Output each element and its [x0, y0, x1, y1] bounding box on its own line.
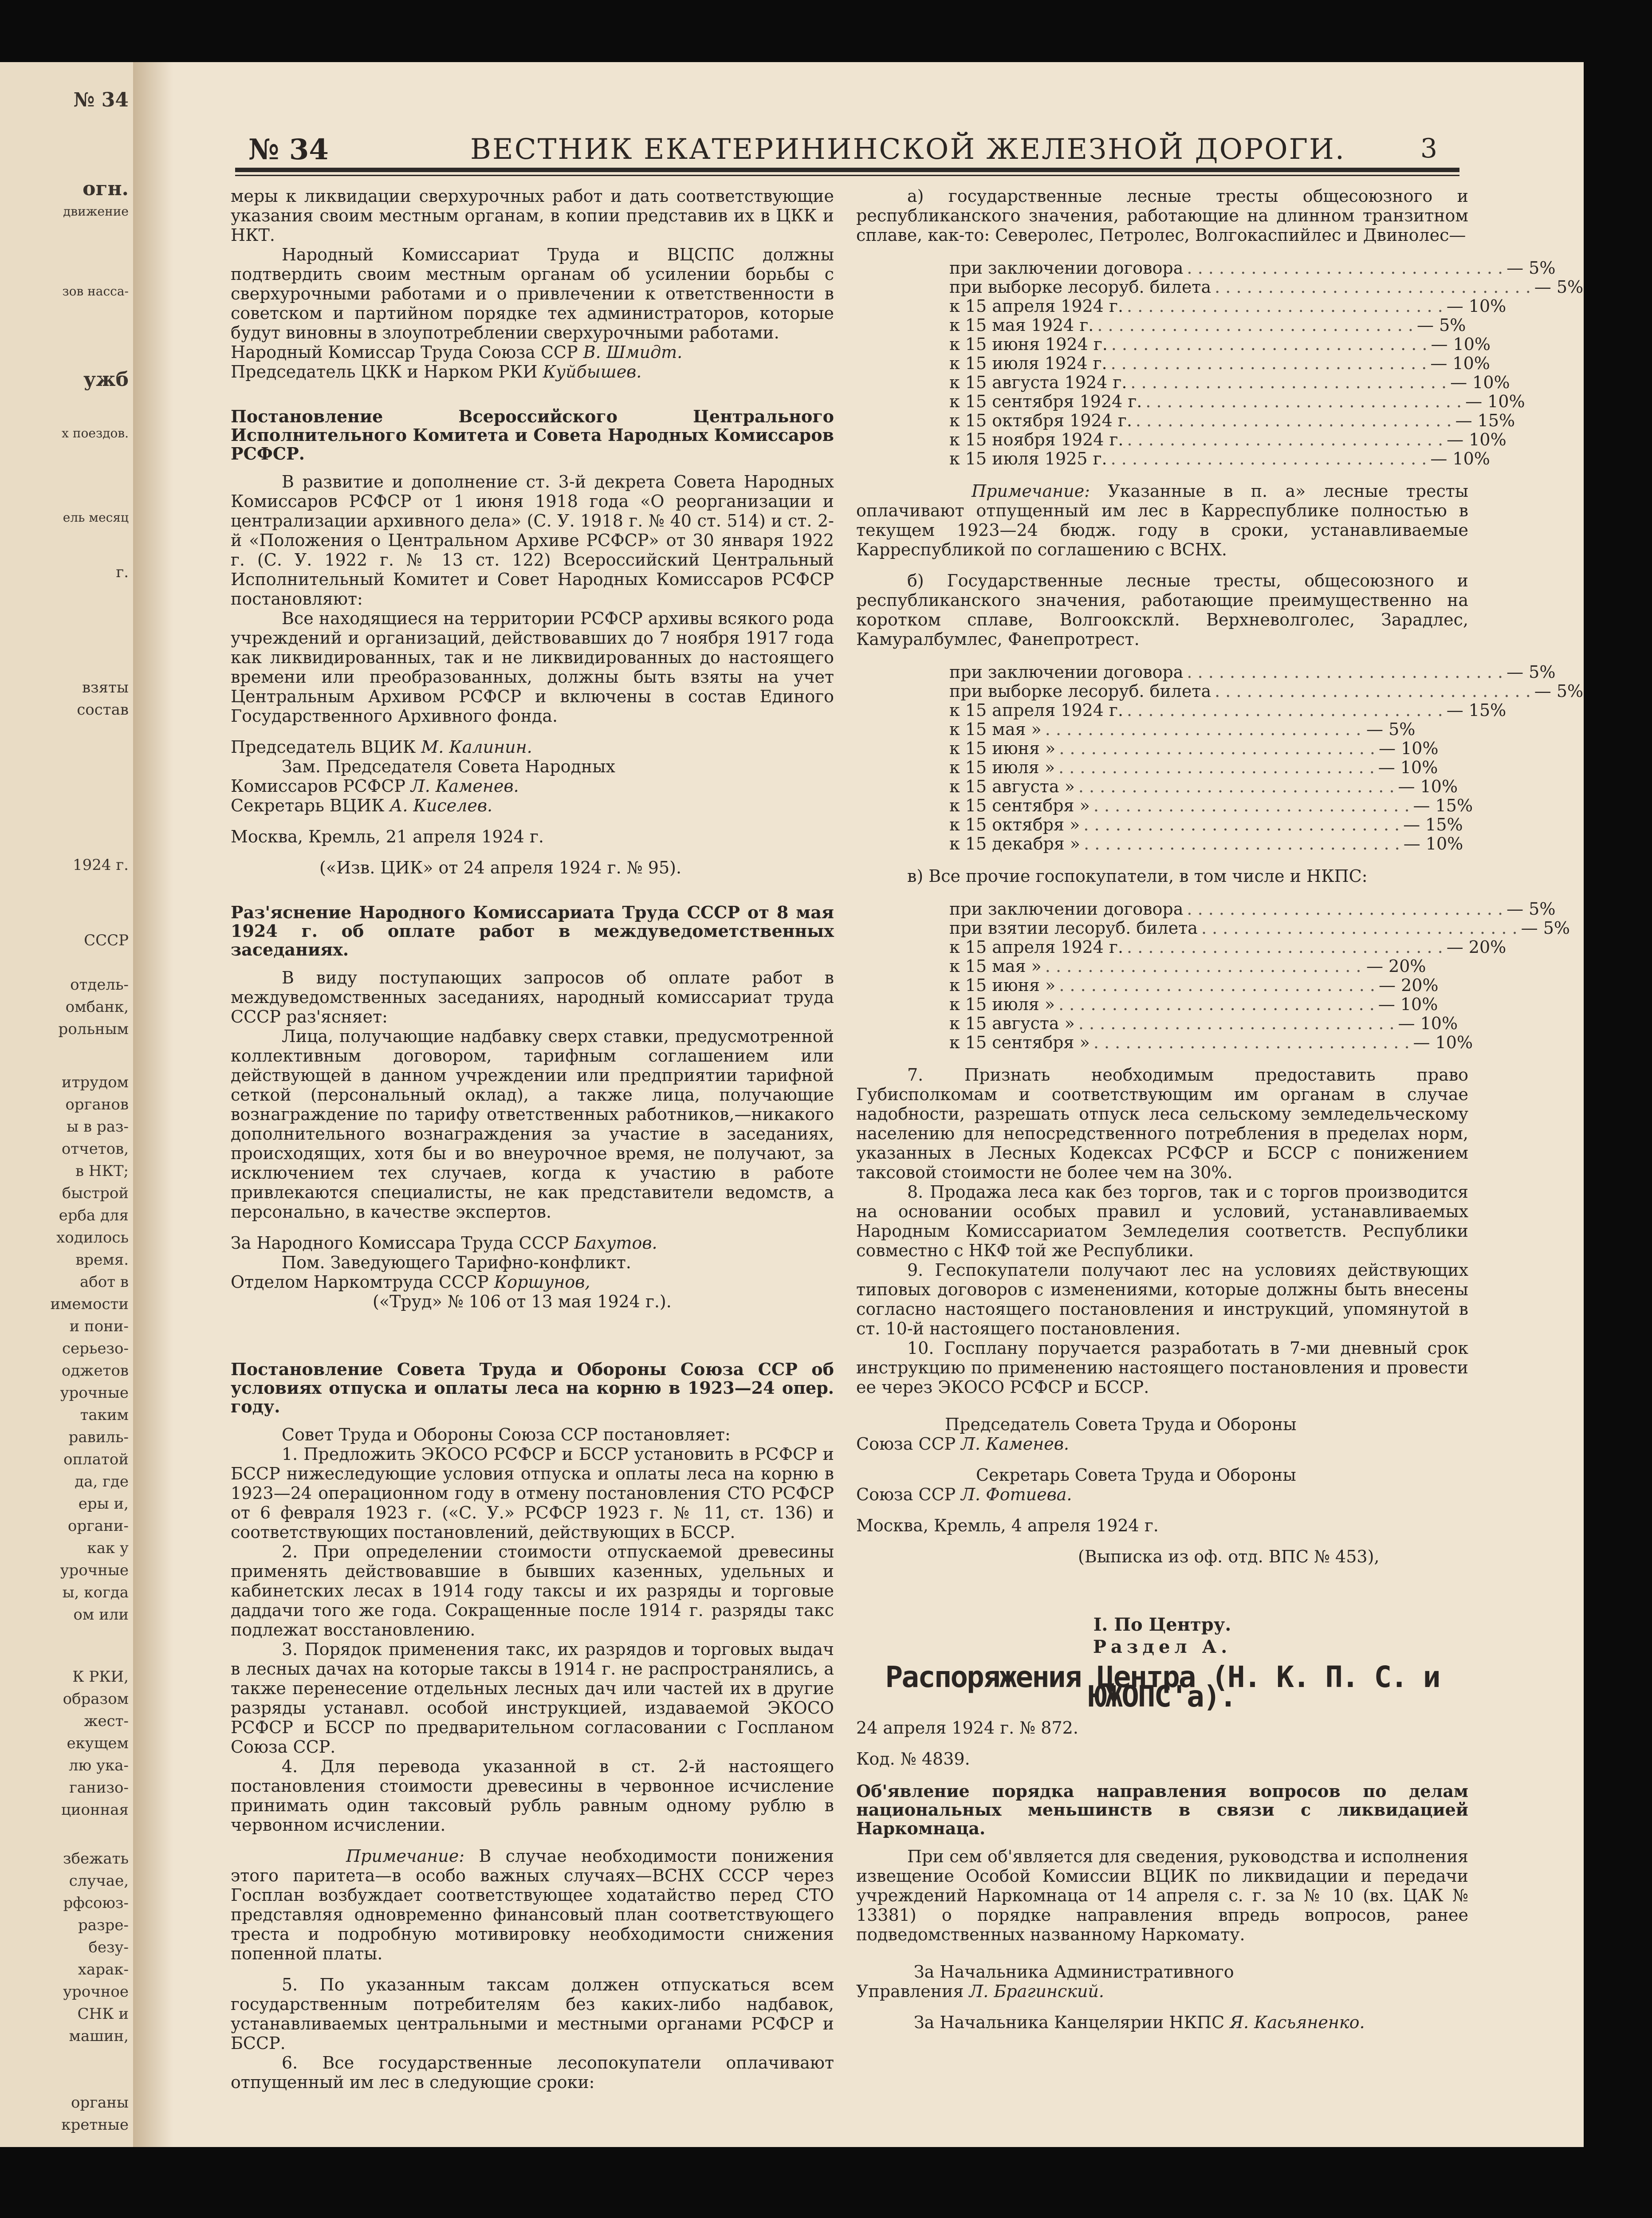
- leader-dots: . . . . . . . . . . . . . . . . . . . . . . . . . . . . . .: [1084, 834, 1400, 853]
- schedule-label: при заключении договора: [949, 662, 1184, 682]
- schedule-row: [949, 315, 1466, 335]
- schedule-percent: — 15%: [1403, 815, 1463, 834]
- schedule-row: [949, 937, 1506, 957]
- article-heading: Постановление Совета Труда и Обороны Союза ССР об условиях отпуска и оплаты леса на корню в 1923—24 опер. году.: [231, 1359, 834, 1416]
- page-number: 3: [1420, 133, 1437, 164]
- place-date: Москва, Кремль, 21 апреля 1924 г.: [231, 827, 544, 846]
- schedule-row: [949, 373, 1510, 392]
- schedule-label: к 15 сентября »: [949, 1033, 1090, 1052]
- place-date: Москва, Кремль, 4 апреля 1924 г.: [856, 1516, 1159, 1535]
- schedule-percent: — 20%: [1378, 975, 1439, 995]
- schedule-percent: — 20%: [1366, 956, 1426, 976]
- leader-dots: . . . . . . . . . . . . . . . . . . . . . . . . . . . . . .: [1078, 1014, 1395, 1033]
- order-code: Код. № 4839.: [856, 1749, 970, 1769]
- schedule-label: при выборке лесоруб. билета: [949, 277, 1211, 297]
- schedule-label: к 15 мая 1924 г.: [949, 315, 1094, 335]
- source-note: («Изв. ЦИК» от 24 апреля 1924 г. № 95).: [319, 858, 682, 877]
- signature-line: Народный Комиссар Труда Союза ССР В. Шмидт.: [231, 342, 683, 362]
- schedule-percent: — 10%: [1446, 296, 1506, 316]
- previous-page-text: зов насса-: [62, 284, 129, 299]
- previous-page-text: оплатой: [63, 1451, 129, 1468]
- previous-page-text: движение: [63, 204, 129, 219]
- schedule-percent: — 5%: [1416, 315, 1466, 335]
- previous-page-text: 1924 г.: [73, 856, 129, 874]
- previous-page-text: СНК и: [77, 2005, 129, 2023]
- schedule-percent: — 15%: [1455, 411, 1515, 430]
- schedule-label: к 15 июля 1924 г.: [949, 354, 1107, 373]
- paragraph: меры к ликвидации сверхурочных работ и дать соответствующие указания своим местным органам, в копии представив их в ЦКК и НКТ.: [231, 186, 834, 245]
- leader-dots: . . . . . . . . . . . . . . . . . . . . . . . . . . . . . .: [1127, 700, 1443, 720]
- schedule-row: [949, 899, 1556, 919]
- schedule-percent: — 5%: [1506, 899, 1556, 919]
- previous-page-text: № 34: [73, 89, 129, 111]
- previous-page-text: К РКИ,: [72, 1668, 129, 1686]
- previous-page-text: да, где: [75, 1473, 129, 1490]
- schedule-label: при взятии лесоруб. билета: [949, 918, 1198, 938]
- previous-page-text: жест-: [84, 1712, 129, 1730]
- schedule-label: к 15 апреля 1924 г.: [949, 937, 1124, 957]
- schedule-percent: — 10%: [1413, 1033, 1473, 1052]
- previous-page-text: збежать: [63, 1850, 129, 1868]
- leader-dots: . . . . . . . . . . . . . . . . . . . . . . . . . . . . . .: [1215, 681, 1531, 701]
- previous-page-text: огн.: [83, 177, 129, 200]
- signature-line: Союза ССР Л. Каменев.: [856, 1434, 1069, 1454]
- schedule-row: [949, 430, 1506, 449]
- schedule-percent: — 15%: [1413, 796, 1473, 815]
- previous-page-text: еры и,: [78, 1495, 129, 1513]
- schedule-label: к 15 мая »: [949, 720, 1042, 739]
- previous-page-text: таким: [80, 1406, 129, 1424]
- signature-line: Отделом Наркомтруда СССР Коршунов,: [231, 1272, 590, 1292]
- page-fold-shadow: [133, 62, 173, 2147]
- leader-dots: . . . . . . . . . . . . . . . . . . . . . . . . . . . . . .: [1215, 277, 1531, 297]
- leader-dots: . . . . . . . . . . . . . . . . . . . . . . . . . . . . . .: [1110, 354, 1427, 373]
- schedule-label: к 15 декабря »: [949, 834, 1081, 853]
- previous-page-text: как у: [87, 1539, 129, 1557]
- schedule-label: к 15 ноября 1924 г.: [949, 430, 1124, 449]
- order-date: 24 апреля 1924 г. № 872.: [856, 1718, 1078, 1738]
- schedule-percent: — 20%: [1446, 937, 1506, 957]
- schedule-percent: — 15%: [1446, 700, 1506, 720]
- leader-dots: . . . . . . . . . . . . . . . . . . . . . . . . . . . . . .: [1145, 392, 1462, 411]
- leader-dots: . . . . . . . . . . . . . . . . . . . . . . . . . . . . . .: [1058, 995, 1375, 1014]
- article-heading: Постановление Всероссийского Центрального Исполнительного Комитета и Совета Народных Комиссаров РСФСР.: [231, 406, 834, 464]
- issue-number: № 34: [248, 133, 329, 166]
- previous-page-text: г.: [116, 563, 129, 581]
- signature-line: Союза ССР Л. Фотиева.: [856, 1485, 1072, 1504]
- paragraph: Совет Труда и Обороны Союза ССР постановляет:: [282, 1425, 731, 1444]
- leader-dots: . . . . . . . . . . . . . . . . . . . . . . . . . . . . . .: [1045, 956, 1361, 976]
- schedule-label: к 15 июня »: [949, 975, 1056, 995]
- leader-dots: . . . . . . . . . . . . . . . . . . . . . . . . . . . . . .: [1093, 796, 1410, 815]
- schedule-label: к 15 апреля 1924 г.: [949, 296, 1124, 316]
- previous-page-text: рольным: [58, 1020, 129, 1038]
- previous-page-text: ерба для: [59, 1207, 129, 1224]
- schedule-label: к 15 июля »: [949, 995, 1055, 1014]
- paragraph: Лица, получающие надбавку сверх ставки, предусмотренной коллективным договором, тарифным соглашением или действующей в данном учреждении или предприятии тарифной сеткой (персональный оклад), а также лица, получающие вознаграждение по тарифу ответственных работников,—никакого дополнительного вознаграждения за участие в заседаниях, происходящих, хотя бы и во внеурочное время, не получают, за исключением тех случаев, когда к участию в работе привлекаются специалисты, не как представители ведомств, а персонально, в качестве экспертов.: [231, 1026, 834, 1222]
- schedule-row: [949, 918, 1570, 938]
- schedule-label: к 15 августа »: [949, 777, 1075, 796]
- schedule-label: к 15 июня »: [949, 739, 1056, 758]
- schedule-label: к 15 августа 1924 г.: [949, 373, 1127, 392]
- previous-page-text: ы в раз-: [67, 1118, 129, 1136]
- section-title: Распоряжения Центра (Н. К. П. С. и ЮЖОПС'а).: [885, 1660, 1440, 1714]
- source-note: («Труд» № 106 от 13 мая 1924 г.).: [373, 1292, 672, 1311]
- schedule-row: [949, 758, 1438, 777]
- running-header: [248, 129, 1437, 169]
- leader-dots: . . . . . . . . . . . . . . . . . . . . . . . . . . . . . .: [1130, 373, 1447, 392]
- leader-dots: . . . . . . . . . . . . . . . . . . . . . . . . . . . . . .: [1078, 777, 1395, 796]
- schedule-row: [949, 681, 1584, 701]
- schedule-label: к 15 сентября »: [949, 796, 1090, 815]
- paragraph: Народный Комиссариат Труда и ВЦСПС должны подтвердить своим местным органам об усилении борьбы с сверхурочными работами и о привлечении к ответственности в советском и партийном порядке тех администраторов, которые будут виновны в злоупотреблении сверхурочными работами.: [231, 245, 834, 342]
- previous-page-text: ель месяц: [63, 510, 129, 525]
- previous-page-text: безу-: [88, 1939, 129, 1956]
- previous-page-text: лю ука-: [68, 1757, 129, 1774]
- note-paragraph: Примечание: В случае необходимости понижения этого паритета—в особо важных случаях—ВСНХ СССР через Госплан возбуждает соответствующее ходатайство перед СТО представляя одновременно финансовый план соответствующего треста и подробную мотивировку необходимости снижения попенной платы.: [231, 1846, 834, 1963]
- previous-page-text: итрудом: [61, 1074, 129, 1091]
- payment-schedule-a: [949, 258, 1584, 468]
- previous-page-text: серьезо-: [62, 1340, 129, 1357]
- signature-line: За Народного Комиссара Труда СССР Бахутов.: [231, 1233, 657, 1253]
- schedule-label: к 15 октября 1924 г.: [949, 411, 1132, 430]
- previous-page-text: органов: [65, 1096, 129, 1113]
- section-heading: I. По Центру.: [1093, 1614, 1231, 1635]
- section-subheading: Раздел А.: [1093, 1636, 1232, 1657]
- schedule-percent: — 5%: [1534, 277, 1584, 297]
- previous-page-text: оджетов: [61, 1362, 129, 1380]
- previous-page-text: разре-: [78, 1916, 129, 1934]
- schedule-row: [949, 449, 1490, 468]
- leader-dots: . . . . . . . . . . . . . . . . . . . . . . . . . . . . . .: [1093, 1033, 1410, 1052]
- schedule-row: [949, 700, 1506, 720]
- previous-page-text: урочные: [60, 1561, 129, 1579]
- previous-page-text: быстрой: [62, 1184, 129, 1202]
- previous-page-text: время.: [75, 1251, 129, 1269]
- newspaper-title: ВЕСТНИК ЕКАТЕРИНИНСКОЙ ЖЕЛЕЗНОЙ ДОРОГИ.: [470, 133, 1346, 166]
- note-paragraph: Примечание: Указанные в п. а» лесные тресты оплачивают отпущенный им лес в Карреспублике полностью в текущем 1923—24 бюдж. году в сроки, устанавливаемые Карреспубликой по соглашению с ВСНХ.: [856, 481, 1468, 559]
- schedule-row: [949, 777, 1458, 796]
- previous-page-text: СССР: [84, 932, 129, 949]
- schedule-percent: — 10%: [1430, 449, 1490, 468]
- schedule-percent: — 5%: [1534, 681, 1584, 701]
- schedule-row: [949, 995, 1438, 1014]
- previous-page-text: отдель-: [70, 976, 129, 994]
- schedule-label: при выборке лесоруб. билета: [949, 681, 1211, 701]
- leader-dots: . . . . . . . . . . . . . . . . . . . . . . . . . . . . . .: [1127, 430, 1444, 449]
- paragraph: В виду поступающих запросов об оплате работ в междуведомственных заседаниях, народный комиссариат труда СССР раз'ясняет:: [231, 968, 834, 1026]
- left-column: [231, 186, 834, 2092]
- paragraph: 9. Геспокупатели получают лес на условиях действующих типовых договоров с изменениями, которые должны быть внесены согласно настоящего постановления и инструкций, упомянутой в ст. 10-й настоящего постановления.: [856, 1260, 1468, 1338]
- right-column: [856, 186, 1584, 2032]
- previous-page-text: и пони-: [69, 1317, 129, 1335]
- schedule-label: к 15 июля 1925 г.: [949, 449, 1107, 468]
- leader-dots: . . . . . . . . . . . . . . . . . . . . . . . . . . . . . .: [1058, 758, 1375, 777]
- previous-page-text: машин,: [69, 2027, 129, 2045]
- signature-line: Управления Л. Брагинский.: [856, 1982, 1104, 2001]
- previous-page-text: х поездов.: [62, 426, 129, 440]
- previous-page-text: отчетов,: [61, 1140, 129, 1158]
- schedule-row: [949, 796, 1473, 815]
- paragraph: 6. Все государственные лесопокупатели оплачивают отпущенный им лес в следующие сроки:: [231, 2053, 834, 2092]
- previous-page-text: ганизо-: [69, 1779, 129, 1797]
- previous-page-text: харак-: [78, 1961, 129, 1978]
- leader-dots: . . . . . . . . . . . . . . . . . . . . . . . . . . . . . .: [1083, 815, 1400, 834]
- previous-page-text: в НКТ;: [75, 1162, 129, 1180]
- leader-dots: . . . . . . . . . . . . . . . . . . . . . . . . . . . . . .: [1127, 937, 1443, 957]
- leader-dots: . . . . . . . . . . . . . . . . . . . . . . . . . . . . . .: [1110, 449, 1427, 468]
- article-heading: Об'явление порядка направления вопросов по делам национальных меньшинств в связи с ликвидацией Наркомнаца.: [856, 1781, 1468, 1838]
- schedule-percent: — 10%: [1398, 1014, 1458, 1033]
- payment-schedule-c: [949, 899, 1570, 1052]
- schedule-row: [949, 662, 1556, 682]
- paragraph: В развитие и дополнение ст. 3-й декрета Совета Народных Комиссаров РСФСР от 1 июня 1918 года «О реорганизации и централизации архивного дела» (С. У. 1918 г. № 40 ст. 514) и ст. 2-й «Положения о Центральном Архиве РСФСР» от 30 января 1922 г. (С. У. 1922 г. № 13 ст. 122) Всероссийский Центральный Исполнительный Комитет и Совет Народных Комиссаров РСФСР постановляют:: [231, 472, 834, 609]
- schedule-label: при заключении договора: [949, 258, 1184, 278]
- leader-dots: . . . . . . . . . . . . . . . . . . . . . . . . . . . . . .: [1097, 315, 1413, 335]
- signature-line: Комиссаров РСФСР Л. Каменев.: [231, 776, 519, 796]
- schedule-percent: — 10%: [1378, 995, 1438, 1014]
- schedule-row: [949, 739, 1439, 758]
- signature-line: Пом. Заведующего Тарифно-конфликт.: [282, 1253, 631, 1272]
- previous-page-text: урочное: [63, 1983, 129, 2001]
- previous-page-text: органи-: [67, 1517, 129, 1535]
- schedule-percent: — 10%: [1378, 758, 1438, 777]
- leader-dots: . . . . . . . . . . . . . . . . . . . . . . . . . . . . . .: [1059, 975, 1375, 995]
- schedule-row: [949, 815, 1463, 834]
- leader-dots: . . . . . . . . . . . . . . . . . . . . . . . . . . . . . .: [1201, 918, 1518, 938]
- schedule-percent: — 5%: [1521, 918, 1570, 938]
- schedule-row: [949, 1014, 1458, 1033]
- paragraph: 7. Признать необходимым предоставить право Губисполкомам и соответствующим им органам в случае надобности, разрешать отпуск леса сельскому земледельческому населению для непосредственного потребления в пределах норм, указанных в Лесных Кодексах РСФСР и БССР с понижением таксовой стоимости не более чем на 30%.: [856, 1065, 1468, 1182]
- schedule-row: [949, 296, 1506, 316]
- schedule-percent: — 10%: [1378, 739, 1439, 758]
- leader-dots: . . . . . . . . . . . . . . . . . . . . . . . . . . . . . .: [1187, 899, 1503, 919]
- schedule-label: к 15 апреля 1924 г.: [949, 700, 1124, 720]
- paragraph: 5. По указанным таксам должен отпускаться всем государственным потребителям без каких-либо надбавок, устанавливаемых центральными и местными органами РСФСР и БССР.: [231, 1975, 834, 2053]
- previous-page-text: состав: [77, 701, 129, 719]
- signature-line: Зам. Председателя Совета Народных: [282, 757, 615, 776]
- paragraph: 8. Продажа леса как без торгов, так и с торгов производится на основании особых правил и условий, устанавливаемых Народным Комиссариатом Земледелия соответств. Республики совместно с НКФ той же Республики.: [856, 1182, 1468, 1260]
- previous-page-text: органы: [71, 2094, 129, 2112]
- paragraph: 2. При определении стоимости отпускаемой древесины применять действовавшие в бывших казенных, удельных и кабинетских лесах в 1914 году таксы и их разряды и торговые даддачи того же года. Сокращенные после 1914 г. разряды такс подлежат восстановлению.: [231, 1542, 834, 1640]
- previous-page-text: ы, когда: [62, 1584, 129, 1601]
- paragraph: а) государственные лесные тресты общесоюзного и республиканского значения, работающие на длинном транзитном сплаве, как-то: Северолес, Петролес, Волгокаспийлес и Двинолес—: [856, 186, 1468, 245]
- signature-line: Председатель Совета Труда и Обороны: [945, 1415, 1297, 1434]
- schedule-label: при заключении договора: [949, 899, 1184, 919]
- payment-schedule-b: [949, 662, 1584, 853]
- previous-page-text: образом: [63, 1690, 129, 1708]
- schedule-percent: — 10%: [1450, 373, 1510, 392]
- schedule-row: [949, 334, 1491, 354]
- leader-dots: . . . . . . . . . . . . . . . . . . . . . . . . . . . . . .: [1059, 739, 1375, 758]
- schedule-percent: — 10%: [1447, 430, 1506, 449]
- previous-page-text: ужб: [83, 368, 129, 391]
- paragraph: б) Государственные лесные тресты, общесоюзного и республиканского значения, работающие преимущественно на коротком сплаве, Волгооксклй. Верхневолголес, Зарадлес, Камуралбумлес, Фанепротрест.: [856, 571, 1468, 649]
- schedule-row: [949, 834, 1463, 853]
- schedule-row: [949, 411, 1515, 430]
- schedule-row: [949, 392, 1525, 411]
- signature-line: Председатель ВЦИК М. Калинин.: [231, 737, 532, 757]
- leader-dots: . . . . . . . . . . . . . . . . . . . . . . . . . . . . . .: [1187, 258, 1503, 278]
- schedule-label: к 15 октября »: [949, 815, 1080, 834]
- schedule-row: [949, 258, 1556, 278]
- previous-page-text: урочные: [60, 1384, 129, 1402]
- leader-dots: . . . . . . . . . . . . . . . . . . . . . . . . . . . . . .: [1127, 296, 1443, 316]
- signature-line: Секретарь Совета Труда и Обороны: [976, 1465, 1296, 1485]
- signature-line: Председатель ЦКК и Нарком РКИ Куйбышев.: [231, 362, 642, 381]
- previous-page-text: ом или: [73, 1606, 129, 1624]
- schedule-row: [949, 354, 1490, 373]
- previous-page-text: омбанк,: [65, 998, 129, 1016]
- article-heading: Раз'яснение Народного Комиссариата Труда СССР от 8 мая 1924 г. об оплате работ в междуведометственных заседаниях.: [231, 902, 834, 960]
- header-rule-thick: [235, 168, 1459, 172]
- schedule-row: [949, 975, 1439, 995]
- schedule-percent: — 10%: [1465, 392, 1525, 411]
- schedule-percent: — 10%: [1431, 334, 1491, 354]
- leader-dots: . . . . . . . . . . . . . . . . . . . . . . . . . . . . . .: [1187, 662, 1503, 682]
- schedule-row: [949, 956, 1424, 975]
- signature-line: За Начальника Канцелярии НКПС Я. Касьяненко.: [914, 2013, 1365, 2032]
- schedule-percent: — 10%: [1403, 834, 1463, 853]
- schedule-percent: — 5%: [1506, 258, 1556, 278]
- schedule-row: [949, 1033, 1473, 1052]
- leader-dots: . . . . . . . . . . . . . . . . . . . . . . . . . . . . . .: [1111, 334, 1428, 354]
- previous-page-text: взяты: [82, 679, 129, 696]
- paragraph: 10. Госплану поручается разработать в 7-ми дневный срок инструкцию по применению настоящего постановления и провести ее через ЭКОСО РСФСР и БССР.: [856, 1338, 1468, 1397]
- previous-page-text: рфсоюз-: [63, 1894, 129, 1912]
- paragraph: 4. Для перевода указанной в ст. 2-й настоящего постановления стоимости древесины в червонное исчисление принимать один таксовый рубль равным одному рублю в червонном исчислении.: [231, 1757, 834, 1835]
- schedule-row: [949, 277, 1584, 297]
- paragraph: При сем об'является для сведения, руководства и исполнения извещение Особой Комиссии ВЦИК по ликвидации и передачи учреждений Наркомнаца от 14 апреля с. г. за № 10 (вх. ЦАК № 13381) о порядке направления впредь вопросов, ранее подведомственных названному Наркомату.: [856, 1847, 1468, 1944]
- previous-page-text: ходилось: [56, 1229, 129, 1247]
- schedule-percent: — 5%: [1366, 720, 1416, 739]
- previous-page-text: кретные: [61, 2116, 129, 2134]
- paragraph: 3. Порядок применения такс, их разрядов и торговых выдач в лесных дачах на которые таксы в 1914 г. не распространялись, а также перенесение отдельных лесных дач или частей их в другие разряды устанавл. особой инструкцией, издаваемой ЭКОСО РСФСР и БССР по предварительном согласовании с Госпланом Союза ССР.: [231, 1640, 834, 1757]
- schedule-percent: — 10%: [1398, 777, 1458, 796]
- paragraph: Все находящиеся на территории РСФСР архивы всякого рода учреждений и организаций, действовавших до 7 ноября 1917 года как ликвидированных, так и не ликвидированных до настоящего времени или преобразованных, должны быть взяты на учет Центральным Архивом РСФСР и включены в состав Единого Государственного Архивного фонда.: [231, 609, 834, 726]
- schedule-row: [949, 720, 1424, 739]
- previous-page-text: случае,: [69, 1872, 129, 1890]
- header-rule-thin: [235, 175, 1459, 176]
- previous-page-edge: [0, 62, 148, 2147]
- previous-page-text: екущем: [67, 1734, 129, 1752]
- schedule-label: к 15 июля »: [949, 758, 1055, 777]
- paragraph: в) Все прочие госпокупатели, в том числе и НКПС:: [907, 866, 1368, 886]
- previous-page-text: абот в: [80, 1273, 129, 1291]
- source-note: (Выписка из оф. отд. ВПС № 453),: [1078, 1547, 1380, 1566]
- signature-line: Секретарь ВЦИК А. Киселев.: [231, 796, 493, 815]
- leader-dots: . . . . . . . . . . . . . . . . . . . . . . . . . . . . . .: [1045, 720, 1361, 739]
- schedule-label: к 15 июня 1924 г.: [949, 334, 1108, 354]
- previous-page-text: равиль-: [68, 1428, 129, 1446]
- schedule-percent: — 10%: [1430, 354, 1490, 373]
- schedule-label: к 15 мая »: [949, 956, 1042, 976]
- schedule-label: к 15 августа »: [949, 1014, 1075, 1033]
- leader-dots: . . . . . . . . . . . . . . . . . . . . . . . . . . . . . .: [1135, 411, 1452, 430]
- schedule-label: к 15 сентября 1924 г.: [949, 392, 1142, 411]
- paragraph: 1. Предложить ЭКОСО РСФСР и БССР установить в РСФСР и БССР нижеследующие условия отпуска и оплаты леса на корню в 1923—24 операционном году в отмену постановления СТО РСФСР от 6 февраля 1923 г. («С. У.» РСФСР 1923 г. № 11, ст. 136) и соответствующих постановлений, действующих в БССР.: [231, 1444, 834, 1542]
- schedule-percent: — 5%: [1506, 662, 1556, 682]
- previous-page-text: ционная: [61, 1801, 129, 1819]
- previous-page-text: имемости: [50, 1295, 129, 1313]
- signature-line: За Начальника Административного: [914, 1962, 1234, 1982]
